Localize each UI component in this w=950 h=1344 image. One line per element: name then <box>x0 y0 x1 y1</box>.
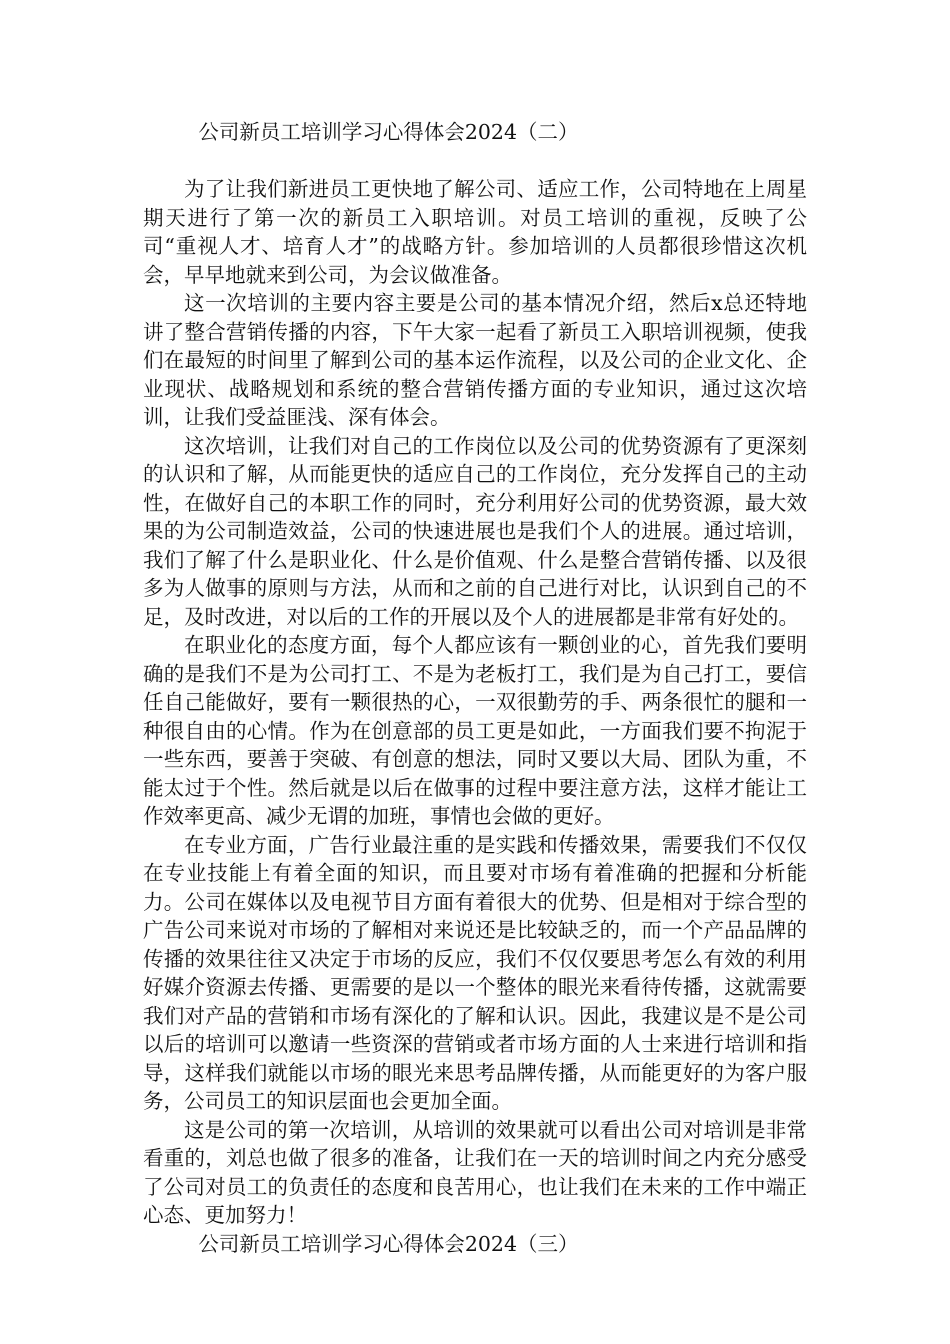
document-body <box>143 118 807 1258</box>
paragraph-1: 为了让我们新进员工更快地了解公司、适应工作，公司特地在上周星期天进行了第一次的新员工入职培训。对员工培训的重视，反映了公司“重视人才、培育人才”的战略方针。参加培训的人员都很珍惜这次机会，早早地就来到公司，为会议做准备。 <box>143 177 807 287</box>
paragraph-4: 在职业化的态度方面，每个人都应该有一颗创业的心，首先我们要明确的是我们不是为公司打工、不是为老板打工，我们是为自己打工，要信任自己能做好，要有一颗很热的心，一双很勤劳的手、两条很忙的腿和一种很自由的心情。作为在创意部的员工更是如此，一方面我们要不拘泥于一些东西，要善于突破、有创意的想法，同时又要以大局、团队为重，不能太过于个性。然后就是以后在做事的过程中要注意方法，这样才能让工作效率更高、减少无谓的加班，事情也会做的更好。 <box>143 633 807 828</box>
paragraph-3: 这次培训，让我们对自己的工作岗位以及公司的优势资源有了更深刻的认识和了解，从而能更快的适应自己的工作岗位，充分发挥自己的主动性，在做好自己的本职工作的同时，充分利用好公司的优势资源，最大效果的为公司制造效益，公司的快速进展也是我们个人的进展。通过培训，我们了解了什么是职业化、什么是价值观、什么是整合营销传播、以及很多为人做事的原则与方法，从而和之前的自己进行对比，认识到自己的不足，及时改进，对以后的工作的开展以及个人的进展都是非常有好处的。 <box>143 433 807 629</box>
paragraph-5: 在专业方面，广告行业最注重的是实践和传播效果，需要我们不仅仅在专业技能上有着全面的知识，而且要对市场有着准确的把握和分析能力。公司在媒体以及电视节目方面有着很大的优势、但是相对于综合型的广告公司来说对市场的了解相对来说还是比较缺乏的，而一个产品品牌的传播的效果往往又决定于市场的反应，我们不仅仅要思考怎么有效的利用好媒介资源去传播、更需要的是以一个整体的眼光来看待传播，这就需要我们对产品的营销和市场有深化的了解和认识。因此，我建议是不是公司以后的培训可以邀请一些资深的营销或者市场方面的人士来进行培训和指导，这样我们就能以市场的眼光来思考品牌传播，从而能更好的为客户服务，公司员工的知识层面也会更加全面。 <box>143 832 807 1113</box>
section-heading-2: 公司新员工培训学习心得体会2024（二） <box>198 120 579 144</box>
paragraph-2: 这一次培训的主要内容主要是公司的基本情况介绍，然后x总还特地讲了整合营销传播的内容，下午大家一起看了新员工入职培训视频，使我们在最短的时间里了解到公司的基本运作流程，以及公司的企业文化、企业现状、战略规划和系统的整合营销传播方面的专业知识，通过这次培训，让我们受益匪浅、深有体会。 <box>143 291 807 429</box>
blank-line <box>143 147 807 176</box>
section-heading-3: 公司新员工培训学习心得体会2024（三） <box>198 1231 579 1256</box>
paragraph-6: 这是公司的第一次培训，从培训的效果就可以看出公司对培训是非常看重的，刘总也做了很多的准备，让我们在一天的培训时间之内充分感受了公司对员工的负责任的态度和良苦用心，也让我们在未来的工作中端正心态、更加努力！ <box>143 1117 807 1227</box>
